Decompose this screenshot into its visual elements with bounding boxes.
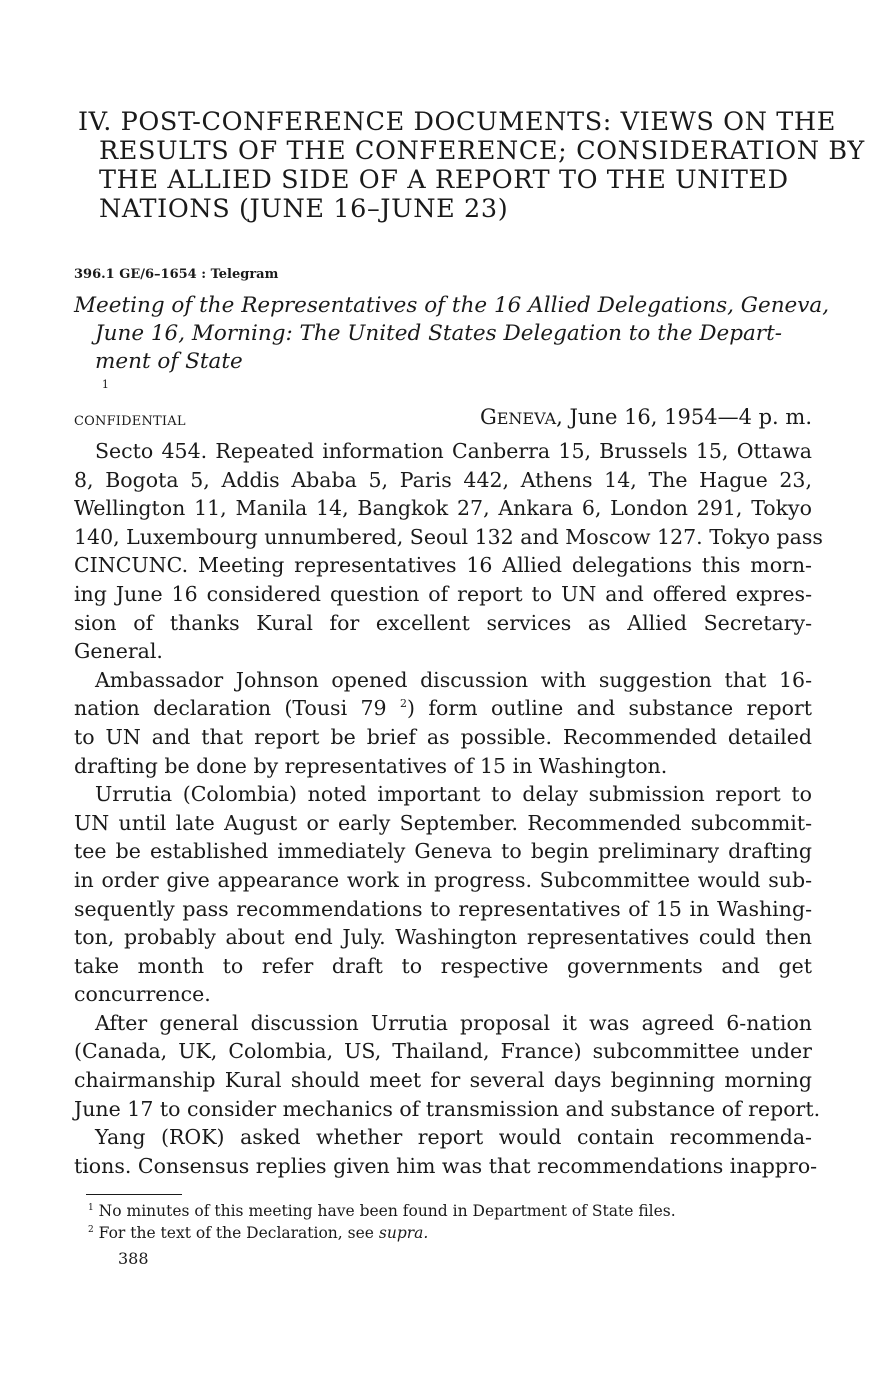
text-line: CINCUNC. Meeting representatives 16 Allied delegations this morn-	[74, 553, 812, 578]
text-line-end: ) form outline and substance report	[407, 696, 812, 721]
text-line: ing June 16 considered question of report to UN and offered expres-	[74, 581, 812, 606]
text-line: Urrutia (Colombia) noted important to delay submission report to	[95, 782, 812, 807]
text-line: Ambassador Johnson opened discussion with suggestion that 16-	[95, 667, 812, 692]
heading-line: THE ALLIED SIDE OF A REPORT TO THE UNITED	[99, 165, 789, 195]
text-line: tions. Consensus replies given him was that recommendations inappro-	[74, 1153, 818, 1178]
footnote-reference: supra.	[378, 1224, 429, 1242]
text-line: Secto 454. Repeated information Canberra 15, Brussels 15, Ottawa	[95, 439, 812, 463]
title-line	[74, 348, 814, 404]
footnote-marker[interactable]: 2	[400, 697, 408, 711]
text-line	[74, 694, 812, 723]
text-line: sequently pass recommendations to representatives of 15 in Washing-	[74, 896, 812, 921]
text-line: After general discussion Urrutia proposal it was agreed 6-nation	[95, 1010, 812, 1035]
heading-line: IV. POST-CONFERENCE DOCUMENTS: VIEWS ON THE	[78, 107, 836, 137]
footnote-number: 2	[88, 1225, 94, 1235]
section-heading	[78, 107, 865, 224]
text-line: chairmanship Kural should meet for several days beginning morning	[74, 1068, 812, 1093]
text-line: 8, Bogota 5, Addis Ababa 5, Paris 442, Athens 14, The Hague 23,	[74, 467, 812, 492]
dateline-place: GENEVA	[479, 405, 557, 429]
footnote-text: For the text of the Declaration, see	[98, 1224, 379, 1242]
paragraph	[74, 437, 823, 666]
text-line: concurrence.	[74, 982, 211, 1007]
text-line: (Canada, UK, Colombia, US, Thailand, France) subcommittee under	[74, 1039, 812, 1064]
classification-label: CONFIDENTIAL	[74, 414, 186, 429]
paragraph	[74, 666, 812, 780]
footnote	[88, 1200, 676, 1222]
footnote-text: No minutes of this meeting have been found in Department of State files.	[98, 1202, 676, 1220]
footnote-number: 1	[88, 1203, 94, 1213]
text-line: 140, Luxembourg unnumbered, Seoul 132 and Moscow 127. Tokyo pass	[74, 524, 823, 549]
text-line: to UN and that report be brief as possible. Recommended detailed	[74, 724, 812, 749]
text-line: drafting be done by representatives of 15 in Washington.	[74, 753, 668, 778]
footnotes	[88, 1200, 676, 1244]
heading-line: RESULTS OF THE CONFERENCE; CONSIDERATION BY	[99, 136, 865, 166]
text-line: ton, probably about end July. Washington representatives could then	[74, 925, 812, 950]
dateline-date: , June 16, 1954—4 p. m.	[556, 405, 812, 429]
document-title	[74, 292, 830, 404]
file-reference: 396.1 GE/6–1654 : Telegram	[74, 267, 279, 282]
footnote-divider	[86, 1194, 182, 1195]
text-line: Yang (ROK) asked whether report would contain recommenda-	[95, 1125, 812, 1150]
text-line: June 17 to consider mechanics of transmission and substance of report.	[74, 1096, 821, 1121]
text-line: in order give appearance work in progress. Subcommittee would sub-	[74, 867, 812, 892]
text-line: UN until late August or early September. Recommended subcommit-	[74, 810, 812, 835]
heading-line: NATIONS (JUNE 16–JUNE 23)	[99, 194, 509, 224]
page-number: 388	[118, 1249, 149, 1268]
paragraph	[74, 1123, 818, 1180]
footnote-marker[interactable]: 1	[101, 378, 109, 391]
title-line: June 16, Morning: The United States Delegation to the Depart-	[95, 321, 782, 346]
telegram-body	[74, 437, 823, 1180]
dateline	[480, 405, 812, 429]
title-line: Meeting of the Representatives of the 16 Allied Delegations, Geneva,	[74, 293, 830, 318]
text-line: sion of thanks Kural for excellent services as Allied Secretary-	[74, 610, 812, 635]
text-line: Wellington 11, Manila 14, Bangkok 27, Ankara 6, London 291, Tokyo	[74, 496, 812, 521]
text-line: take month to refer draft to respective governments and get	[74, 953, 812, 978]
paragraph	[74, 1009, 821, 1123]
text-line: General.	[74, 639, 163, 664]
paragraph	[74, 780, 812, 1009]
text-line-start: nation declaration (Tousi 79	[74, 696, 387, 721]
footnote	[88, 1222, 676, 1244]
text-line: tee be established immediately Geneva to begin preliminary drafting	[74, 839, 812, 864]
title-line-text: ment of State	[95, 349, 243, 374]
